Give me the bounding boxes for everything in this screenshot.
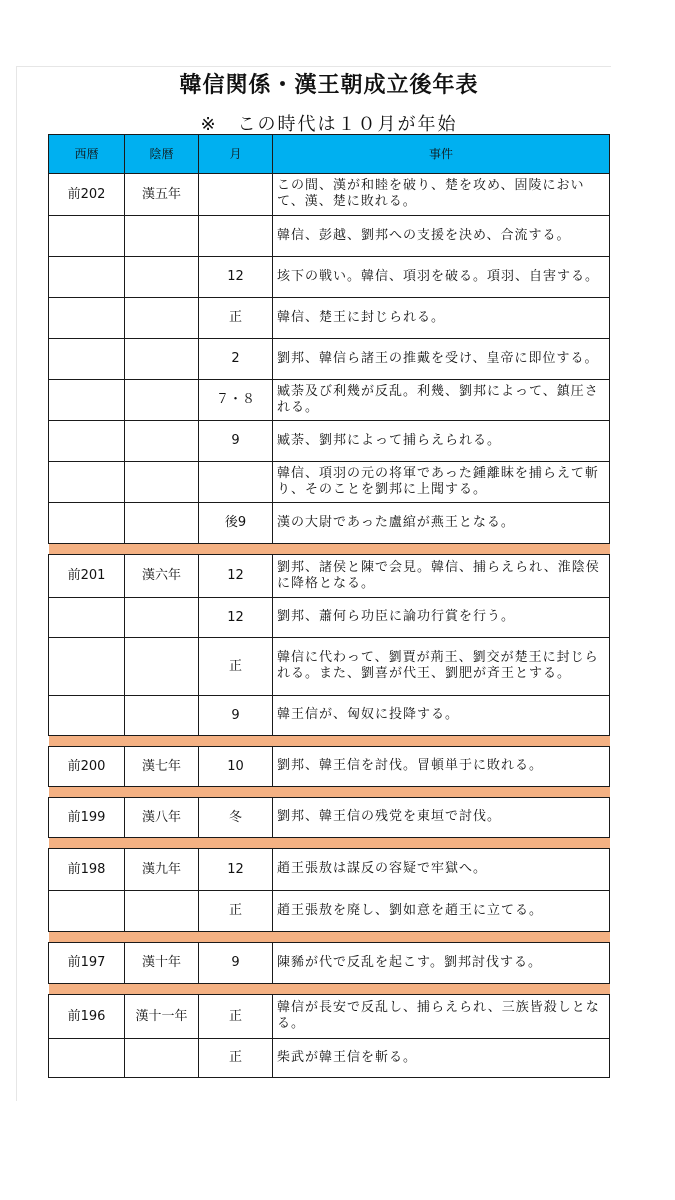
era-cell — [125, 1039, 199, 1078]
year-cell — [49, 696, 125, 736]
month-cell: 12 — [199, 257, 273, 298]
year-cell — [49, 216, 125, 257]
table-row — [49, 638, 610, 696]
month-cell: 冬 — [199, 798, 273, 838]
era-cell — [125, 257, 199, 298]
event-cell: 陳豨が代で反乱を起こす。劉邦討伐する。 — [273, 943, 610, 984]
event-cell: 漢の大尉であった盧綰が燕王となる。 — [273, 503, 610, 544]
event-cell: 劉邦、韓王信の残党を東垣で討伐。 — [273, 798, 610, 838]
month-cell: 12 — [199, 555, 273, 598]
separator-band — [49, 932, 610, 943]
era-cell: 漢九年 — [125, 849, 199, 891]
event-cell: 韓信、楚王に封じられる。 — [273, 298, 610, 339]
event-cell: 劉邦、蕭何ら功臣に論功行賞を行う。 — [273, 598, 610, 638]
era-cell — [125, 462, 199, 503]
header-year: 西暦 — [49, 135, 125, 174]
era-cell — [125, 380, 199, 421]
era-cell: 漢十一年 — [125, 995, 199, 1039]
table-row — [49, 598, 610, 638]
month-cell — [199, 462, 273, 503]
year-cell — [49, 638, 125, 696]
year-cell: 前199 — [49, 798, 125, 838]
year-cell — [49, 339, 125, 380]
year-cell — [49, 421, 125, 462]
table-row — [49, 849, 610, 891]
year-cell — [49, 891, 125, 932]
year-cell: 前198 — [49, 849, 125, 891]
event-cell: 劉邦、韓信ら諸王の推戴を受け、皇帝に即位する。 — [273, 339, 610, 380]
table-row — [49, 555, 610, 598]
table-row — [49, 995, 610, 1039]
era-cell — [125, 598, 199, 638]
event-cell: 垓下の戦い。韓信、項羽を破る。項羽、自害する。 — [273, 257, 610, 298]
era-cell — [125, 216, 199, 257]
era-cell — [125, 298, 199, 339]
era-cell — [125, 339, 199, 380]
era-cell: 漢十年 — [125, 943, 199, 984]
era-cell: 漢五年 — [125, 174, 199, 216]
year-separator-row — [49, 736, 610, 747]
month-cell: ７・８ — [199, 380, 273, 421]
year-cell: 前202 — [49, 174, 125, 216]
year-cell — [49, 503, 125, 544]
year-cell: 前196 — [49, 995, 125, 1039]
table-row — [49, 696, 610, 736]
event-cell: 趙王張敖を廃し、劉如意を趙王に立てる。 — [273, 891, 610, 932]
event-cell: 韓信が長安で反乱し、捕らえられ、三族皆殺しとなる。 — [273, 995, 610, 1039]
month-cell: 正 — [199, 298, 273, 339]
era-cell: 漢七年 — [125, 747, 199, 787]
era-cell — [125, 696, 199, 736]
separator-band — [49, 838, 610, 849]
year-separator-row — [49, 984, 610, 995]
year-cell — [49, 598, 125, 638]
header-era: 陰暦 — [125, 135, 199, 174]
separator-band — [49, 544, 610, 555]
event-cell: 韓信、彭越、劉邦への支援を決め、合流する。 — [273, 216, 610, 257]
chronology-table — [48, 134, 610, 1078]
year-cell — [49, 380, 125, 421]
year-separator-row — [49, 838, 610, 849]
table-row — [49, 257, 610, 298]
page-title: 韓信関係・漢王朝成立後年表 — [179, 73, 479, 98]
table-row — [49, 174, 610, 216]
year-cell — [49, 1039, 125, 1078]
event-cell: 劉邦、諸侯と陳で会見。韓信、捕らえられ、淮陰侯に降格となる。 — [273, 555, 610, 598]
month-cell: 正 — [199, 995, 273, 1039]
year-cell — [49, 298, 125, 339]
event-cell: 臧荼及び利幾が反乱。利幾、劉邦によって、鎮圧される。 — [273, 380, 610, 421]
event-cell: 臧荼、劉邦によって捕らえられる。 — [273, 421, 610, 462]
month-cell: 正 — [199, 891, 273, 932]
month-cell: 2 — [199, 339, 273, 380]
event-cell: 劉邦、韓王信を討伐。冒頓単于に敗れる。 — [273, 747, 610, 787]
table-row — [49, 891, 610, 932]
table-row — [49, 339, 610, 380]
table-row — [49, 1039, 610, 1078]
table-row — [49, 798, 610, 838]
event-cell: 韓信に代わって、劉賈が荊王、劉交が楚王に封じられる。また、劉喜が代王、劉肥が斉王とする。 — [273, 638, 610, 696]
separator-band — [49, 787, 610, 798]
month-cell: 9 — [199, 696, 273, 736]
month-cell — [199, 216, 273, 257]
month-cell: 後9 — [199, 503, 273, 544]
month-cell: 12 — [199, 598, 273, 638]
year-separator-row — [49, 932, 610, 943]
table-row — [49, 421, 610, 462]
era-cell — [125, 503, 199, 544]
separator-band — [49, 984, 610, 995]
year-separator-row — [49, 544, 610, 555]
event-cell: 韓王信が、匈奴に投降する。 — [273, 696, 610, 736]
event-cell: 趙王張敖は謀反の容疑で牢獄へ。 — [273, 849, 610, 891]
year-cell: 前201 — [49, 555, 125, 598]
month-cell: 9 — [199, 421, 273, 462]
year-separator-row — [49, 787, 610, 798]
table-row — [49, 298, 610, 339]
month-cell: 正 — [199, 638, 273, 696]
era-cell: 漢八年 — [125, 798, 199, 838]
table-body — [49, 174, 610, 1078]
separator-band — [49, 736, 610, 747]
table-row — [49, 503, 610, 544]
table-row — [49, 747, 610, 787]
era-cell — [125, 421, 199, 462]
header-month: 月 — [199, 135, 273, 174]
year-cell — [49, 257, 125, 298]
month-cell — [199, 174, 273, 216]
event-cell: この間、漢が和睦を破り、楚を攻め、固陵において、漢、楚に敗れる。 — [273, 174, 610, 216]
header-row — [49, 135, 610, 174]
table-row — [49, 380, 610, 421]
event-cell: 柴武が韓王信を斬る。 — [273, 1039, 610, 1078]
year-cell: 前197 — [49, 943, 125, 984]
table-row — [49, 216, 610, 257]
year-cell: 前200 — [49, 747, 125, 787]
year-cell — [49, 462, 125, 503]
header-event: 事件 — [273, 135, 610, 174]
event-cell: 韓信、項羽の元の将軍であった鍾離眜を捕らえて斬り、そのことを劉邦に上聞する。 — [273, 462, 610, 503]
table-row — [49, 943, 610, 984]
month-cell: 12 — [199, 849, 273, 891]
era-cell — [125, 891, 199, 932]
era-cell — [125, 638, 199, 696]
month-cell: 10 — [199, 747, 273, 787]
page-subtitle: ※ この時代は１０月が年始 — [200, 114, 458, 135]
table-row — [49, 462, 610, 503]
month-cell: 9 — [199, 943, 273, 984]
month-cell: 正 — [199, 1039, 273, 1078]
era-cell: 漢六年 — [125, 555, 199, 598]
